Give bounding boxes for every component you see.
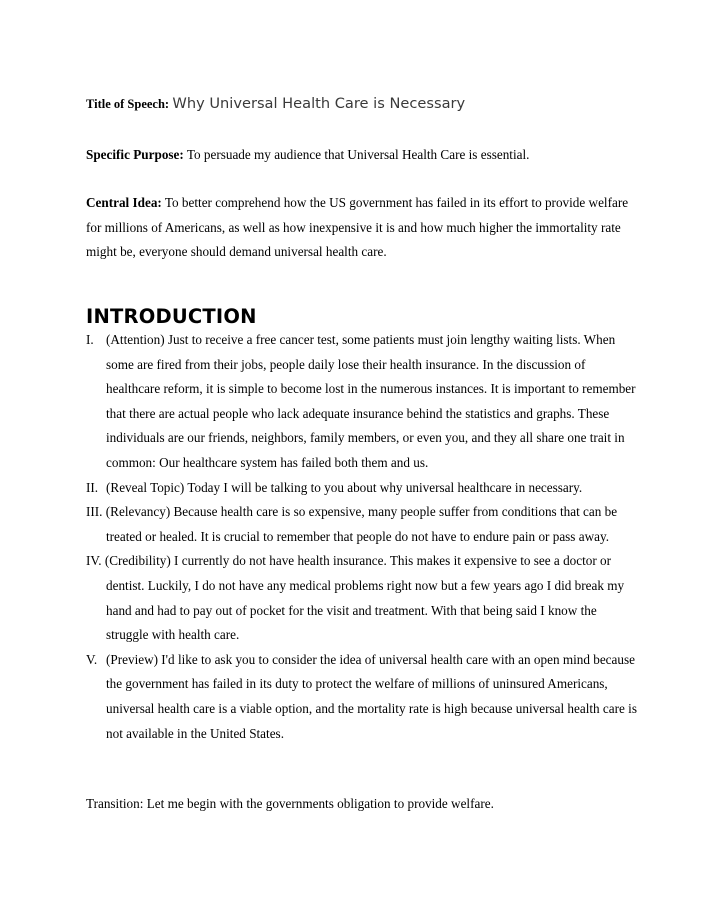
outline-item-attention [86,328,642,476]
outline-text: (Reveal Topic) Today I will be talking to you about why universal healthcare in necessary. [106,479,583,495]
outline-text: (Relevancy) Because health care is so expensive, many people suffer from conditions that can be treated or healed. It is crucial to remember that people do not have to endure pain or pass away. [105,504,618,544]
outline-text: (Preview) I'd like to ask you to consider the idea of universal health care with an open mind because the government has failed in its duty to protect the welfare of millions of uninsured Americans, universal health care is a viable option, and the mortality rate is high because universal health care is not available in the United States. [106,651,637,741]
outline-item-credibility [86,549,642,647]
outline-text: (Credibility) I currently do not have health insurance. This makes it expensive to see a doctor or dentist. Luckily, I do not have any medical problems right now but a few years ago I did break my hand and had to pay out of pocket for the visit and treatment. With that being said I know the struggle with health care. [104,553,625,643]
outline-item-reveal-topic [86,476,642,501]
outline-item-relevancy [86,500,642,549]
outline-number: I. [86,332,94,347]
specific-purpose-label: Specific Purpose: [86,147,184,162]
outline-number: V. [86,651,98,667]
central-idea-label: Central Idea: [86,195,162,210]
outline-text-wrapper [86,500,642,549]
specific-purpose-line [86,144,642,166]
transition-line: Transition: Let me begin with the governments obligation to provide welfare. [86,796,494,811]
outline-number: IV. [86,553,102,569]
outline-number: II. [86,479,99,495]
speech-title-line [86,93,642,115]
outline-text-wrapper [86,549,642,647]
central-idea-paragraph [86,191,642,265]
introduction-heading: INTRODUCTION [86,305,257,328]
introduction-outline [86,328,642,746]
specific-purpose-text: To persuade my audience that Universal Health Care is essential. [186,147,530,162]
speech-title-label: Title of Speech: [86,97,170,111]
speech-title-value: Why Universal Health Care is Necessary [172,95,466,112]
outline-item-preview [86,648,642,746]
outline-number: III. [86,504,103,520]
outline-text: (Attention) Just to receive a free cancer test, some patients must join lengthy waiting lists. When some are fired from their jobs, people daily lose their health insurance. In the discussion of healthcare reform, it is simple to become lost in the numerous instances. It is important to remember that there are actual people who lack adequate insurance behind the statistics and graphs. These individuals are our friends, neighbors, family members, or even you, and they all share one trait in common: Our healthcare system has failed both them and us. [106,332,636,470]
central-idea-text: To better comprehend how the US government has failed in its effort to provide welfare for millions of Americans, as well as how inexpensive it is and how much higher the immortality rate might be, everyone should demand universal health care. [86,195,629,260]
